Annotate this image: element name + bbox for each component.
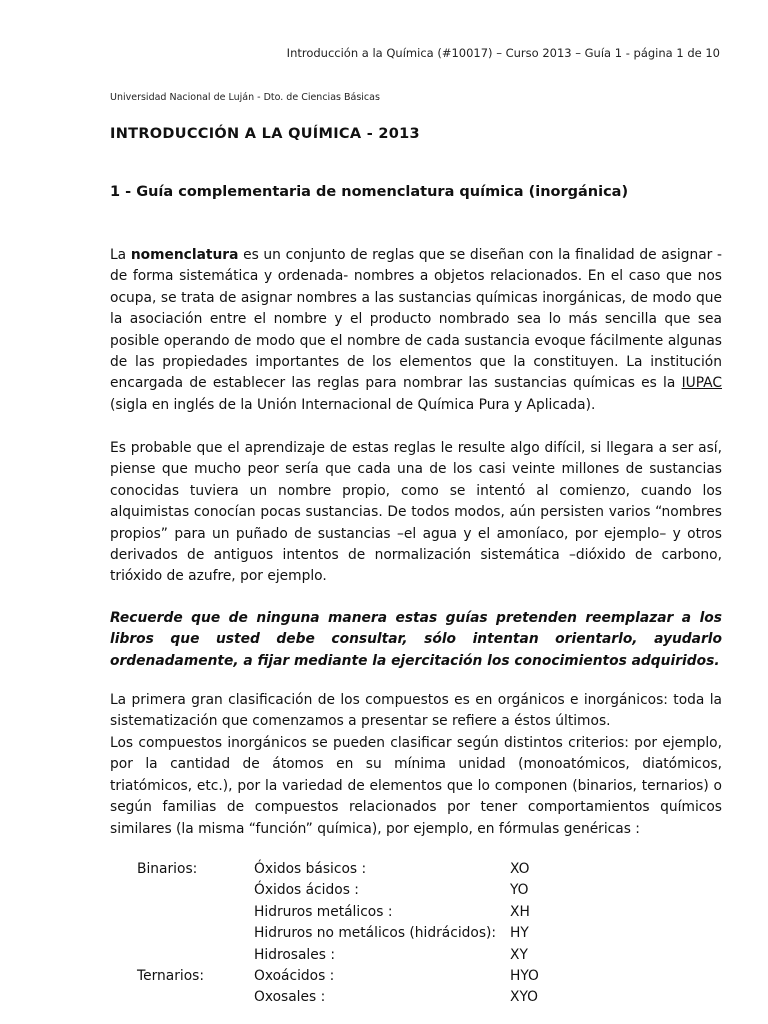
reminder-text-b: , sólo intentan orientarlo [402, 631, 633, 648]
compound-name-cell: Oxosales : [254, 989, 326, 1006]
formula-table [137, 859, 570, 1009]
category-cell [137, 923, 254, 944]
table-row [137, 987, 570, 1008]
category-cell [137, 880, 254, 901]
table-row [137, 923, 570, 944]
category-cell: Ternarios: [137, 968, 204, 985]
compound-name-cell: Óxidos ácidos : [254, 882, 359, 899]
reminder-text-d: , a fijar mediante la ejercitación los conocimientos adquiridos. [233, 652, 720, 669]
iupac-link[interactable]: IUPAC [681, 375, 722, 392]
compound-name-cell: Óxidos básicos : [254, 861, 367, 877]
compound-name-cell: Hidruros metálicos : [254, 903, 393, 920]
category-cell [137, 945, 254, 966]
reminder-text-c: , ayudarlo ordenadamente [110, 631, 722, 669]
page-header: Introducción a la Química (#10017) – Curso 2013 – Guía 1 - página 1 de 10 [286, 46, 720, 60]
reminder-paragraph [110, 608, 722, 672]
page-title: INTRODUCCIÓN A LA QUÍMICA - 2013 [110, 126, 420, 142]
intro-lead: La [110, 247, 131, 263]
criteria-paragraph: Los compuestos inorgánicos se pueden clasificar según distintos criterios: por ejemplo, por la cantidad de átomos en su mínima unidad (monoatómicos, diatómicos, triatómicos, etc.), por la variedad de elementos que lo componen (binarios, ternarios) o según familias de compuestos relacionados por tener comportamientos químicos similares (la misma “función” química), por ejemplo, en fórmulas genéricas : [110, 735, 722, 837]
table-row [137, 945, 570, 966]
classification-paragraph: La primera gran clasificación de los compuestos es en orgánicos e inorgánicos: toda la sistematización que comenzamos a presentar se refiere a éstos últimos. [110, 692, 722, 730]
formula-cell: YO [510, 882, 529, 899]
guide-title: 1 - Guía complementaria de nomenclatura química (inorgánica) [110, 184, 629, 200]
formula-cell: HYO [510, 968, 539, 985]
category-cell: Binarios: [137, 861, 198, 877]
table-row [137, 966, 570, 987]
formula-cell: XY [510, 946, 528, 963]
keyword-nomenclatura: nomenclatura [130, 247, 239, 263]
formula-cell: HY [510, 925, 529, 942]
formula-cell: XO [510, 861, 530, 877]
compound-name-cell: Hidrosales : [254, 946, 335, 963]
reminder-text-a: Recuerde que de ninguna manera estas guías pretenden reemplazar a los libros que usted debe consultar [110, 610, 722, 648]
intro-text-b: (sigla en inglés de la Unión Internacional de Química Pura y Aplicada). [110, 396, 596, 413]
table-row [137, 880, 570, 901]
table-row [137, 902, 570, 923]
category-cell [137, 902, 254, 923]
table-row [137, 859, 570, 880]
difficulty-paragraph: Es probable que el aprendizaje de estas reglas le resulte algo difícil, si llegara a ser así, piense que mucho peor sería que cada una de los casi veinte millones de sustancias conocidas tuviera un nombre propio, como se intentó al comienzo, cuando los alquimistas conocían pocas sustancias. De todos modos, aún persisten varios “nombres propios” para un puñado de sustancias –el agua y el amoníaco, por ejemplo– y otros derivados de antiguos intentos de normalización sistemática –dióxido de carbono, trióxido de azufre, por ejemplo. [110, 440, 722, 585]
intro-text-a: es un conjunto de reglas que se diseñan con la finalidad de asignar -de forma sistemática y ordenada- nombres a objetos relacionados. En el caso que nos ocupa, se trata de asignar nombres a las sustancias químicas inorgánicas, de modo que la asociación entre el nombre y el producto nombrado sea lo más sencilla que sea posible operando de modo que el nombre de cada sustancia evoque fácilmente algunas de las propiedades importantes de los elementos que la constituyen. La institución encargada de establecer las reglas para nombrar las sustancias químicas es la [110, 247, 722, 392]
category-cell [137, 987, 254, 1008]
institution-name: Universidad Nacional de Luján - Dto. de Ciencias Básicas [110, 92, 380, 103]
compound-name-cell: Oxoácidos : [254, 968, 335, 985]
intro-paragraph [110, 245, 722, 416]
formula-cell: XH [510, 903, 530, 920]
compound-name-cell: Hidruros no metálicos (hidrácidos): [254, 925, 497, 942]
formula-cell: XYO [510, 989, 538, 1006]
